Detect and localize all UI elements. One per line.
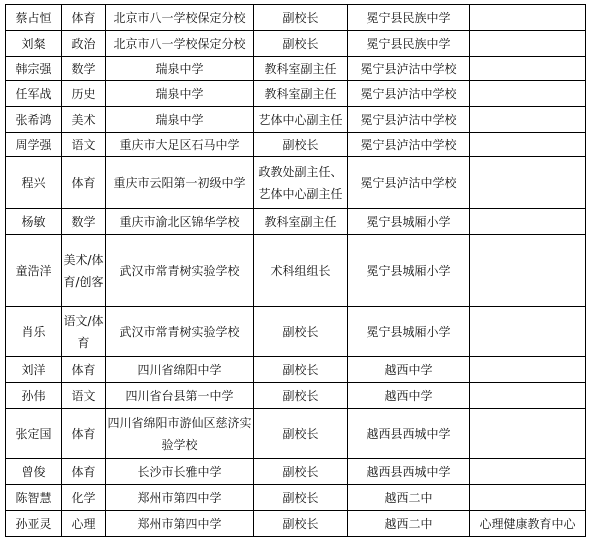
table-row xyxy=(6,81,586,107)
subject-cell: 体育 xyxy=(62,409,106,459)
position-cell: 副校长 xyxy=(254,409,348,459)
subject-cell: 语文 xyxy=(62,133,106,157)
teacher-name-cell: 周学强 xyxy=(6,133,62,157)
target-school-cell: 越西县西城中学 xyxy=(348,409,470,459)
position-cell: 教科室副主任 xyxy=(254,81,348,107)
table-row xyxy=(6,307,586,357)
target-school-cell: 冕宁县民族中学 xyxy=(348,5,470,31)
teacher-name-cell: 杨敏 xyxy=(6,209,62,235)
home-school-cell: 瑞泉中学 xyxy=(106,81,254,107)
note-cell xyxy=(470,31,586,57)
target-school-cell: 冕宁县城厢小学 xyxy=(348,235,470,307)
subject-cell: 体育 xyxy=(62,157,106,209)
position-cell: 艺体中心副主任 xyxy=(254,107,348,133)
note-cell xyxy=(470,383,586,409)
teacher-name-cell: 陈智慧 xyxy=(6,485,62,511)
table-row xyxy=(6,157,586,209)
subject-cell: 历史 xyxy=(62,81,106,107)
home-school-cell: 北京市八一学校保定分校 xyxy=(106,31,254,57)
note-cell xyxy=(470,57,586,81)
home-school-cell: 武汉市常青树实验学校 xyxy=(106,307,254,357)
target-school-cell: 越西县西城中学 xyxy=(348,459,470,485)
subject-cell: 数学 xyxy=(62,57,106,81)
subject-cell: 语文 xyxy=(62,383,106,409)
subject-cell: 体育 xyxy=(62,459,106,485)
table-row xyxy=(6,511,586,537)
subject-cell: 心理 xyxy=(62,511,106,537)
table-row xyxy=(6,133,586,157)
table-row xyxy=(6,5,586,31)
position-cell: 术科组组长 xyxy=(254,235,348,307)
note-cell xyxy=(470,307,586,357)
home-school-cell: 郑州市第四中学 xyxy=(106,511,254,537)
subject-cell: 体育 xyxy=(62,357,106,383)
note-cell: 心理健康教育中心 xyxy=(470,511,586,537)
target-school-cell: 越西中学 xyxy=(348,357,470,383)
home-school-cell: 重庆市云阳第一初级中学 xyxy=(106,157,254,209)
home-school-cell: 长沙市长雅中学 xyxy=(106,459,254,485)
subject-cell: 政治 xyxy=(62,31,106,57)
teacher-name-cell: 张定国 xyxy=(6,409,62,459)
note-cell xyxy=(470,409,586,459)
target-school-cell: 冕宁县泸沽中学校 xyxy=(348,157,470,209)
table-row xyxy=(6,357,586,383)
note-cell xyxy=(470,357,586,383)
table-row xyxy=(6,209,586,235)
teacher-name-cell: 张希鸿 xyxy=(6,107,62,133)
home-school-cell xyxy=(106,409,254,459)
subject-cell: 化学 xyxy=(62,485,106,511)
teacher-name-cell: 蔡占恒 xyxy=(6,5,62,31)
subject-cell xyxy=(62,307,106,357)
teacher-name-cell: 刘粲 xyxy=(6,31,62,57)
table-row xyxy=(6,107,586,133)
note-cell xyxy=(470,133,586,157)
note-cell xyxy=(470,157,586,209)
table-row xyxy=(6,409,586,459)
target-school-cell: 冕宁县泸沽中学校 xyxy=(348,57,470,81)
table-row xyxy=(6,235,586,307)
home-school-cell: 四川省绵阳中学 xyxy=(106,357,254,383)
table-row xyxy=(6,485,586,511)
teacher-name-cell: 韩宗强 xyxy=(6,57,62,81)
assignment-table xyxy=(5,4,586,537)
table-row xyxy=(6,57,586,81)
target-school-cell: 越西二中 xyxy=(348,485,470,511)
position-cell: 副校长 xyxy=(254,31,348,57)
teacher-name-cell: 孙亚灵 xyxy=(6,511,62,537)
target-school-cell: 冕宁县泸沽中学校 xyxy=(348,107,470,133)
target-school-cell: 冕宁县民族中学 xyxy=(348,31,470,57)
note-cell xyxy=(470,5,586,31)
teacher-name-cell: 任军战 xyxy=(6,81,62,107)
home-school-cell: 四川省台县第一中学 xyxy=(106,383,254,409)
note-cell xyxy=(470,235,586,307)
position-cell: 副校长 xyxy=(254,5,348,31)
note-cell xyxy=(470,107,586,133)
teacher-name-cell: 孙伟 xyxy=(6,383,62,409)
table-row xyxy=(6,383,586,409)
position-cell: 副校长 xyxy=(254,383,348,409)
subject-cell xyxy=(62,235,106,307)
teacher-name-cell: 童浩洋 xyxy=(6,235,62,307)
position-cell: 副校长 xyxy=(254,307,348,357)
note-cell xyxy=(470,209,586,235)
target-school-cell: 冕宁县泸沽中学校 xyxy=(348,133,470,157)
home-school-cell: 重庆市大足区石马中学 xyxy=(106,133,254,157)
target-school-cell: 冕宁县城厢小学 xyxy=(348,209,470,235)
teacher-name-cell: 刘洋 xyxy=(6,357,62,383)
teacher-name-cell: 肖乐 xyxy=(6,307,62,357)
position-cell: 副校长 xyxy=(254,357,348,383)
note-cell xyxy=(470,459,586,485)
position-cell: 副校长 xyxy=(254,133,348,157)
note-cell xyxy=(470,81,586,107)
subject-cell: 体育 xyxy=(62,5,106,31)
note-cell xyxy=(470,485,586,511)
position-cell: 副校长 xyxy=(254,459,348,485)
target-school-cell: 冕宁县泸沽中学校 xyxy=(348,81,470,107)
teacher-name-cell: 曾俊 xyxy=(6,459,62,485)
home-school-cell: 瑞泉中学 xyxy=(106,57,254,81)
position-cell: 教科室副主任 xyxy=(254,57,348,81)
position-cell: 副校长 xyxy=(254,485,348,511)
position-text: 政教处副主任、艺体中心副主任 xyxy=(258,164,343,201)
position-cell xyxy=(254,157,348,209)
home-school-cell: 郑州市第四中学 xyxy=(106,485,254,511)
table-row xyxy=(6,459,586,485)
teacher-name-cell: 程兴 xyxy=(6,157,62,209)
table-row xyxy=(6,31,586,57)
home-school-cell: 重庆市渝北区锦华学校 xyxy=(106,209,254,235)
target-school-cell: 越西二中 xyxy=(348,511,470,537)
target-school-cell: 越西中学 xyxy=(348,383,470,409)
home-school-cell: 武汉市常青树实验学校 xyxy=(106,235,254,307)
home-school-cell: 北京市八一学校保定分校 xyxy=(106,5,254,31)
subject-cell: 美术 xyxy=(62,107,106,133)
position-cell: 副校长 xyxy=(254,511,348,537)
home-school-cell: 瑞泉中学 xyxy=(106,107,254,133)
subject-text: 语文/体育 xyxy=(63,313,104,350)
subject-text: 美术/体育/创客 xyxy=(63,252,104,289)
subject-cell: 数学 xyxy=(62,209,106,235)
home-school-text: 四川省绵阳市游仙区慈济实验学校 xyxy=(107,415,252,452)
position-cell: 教科室副主任 xyxy=(254,209,348,235)
target-school-cell: 冕宁县城厢小学 xyxy=(348,307,470,357)
